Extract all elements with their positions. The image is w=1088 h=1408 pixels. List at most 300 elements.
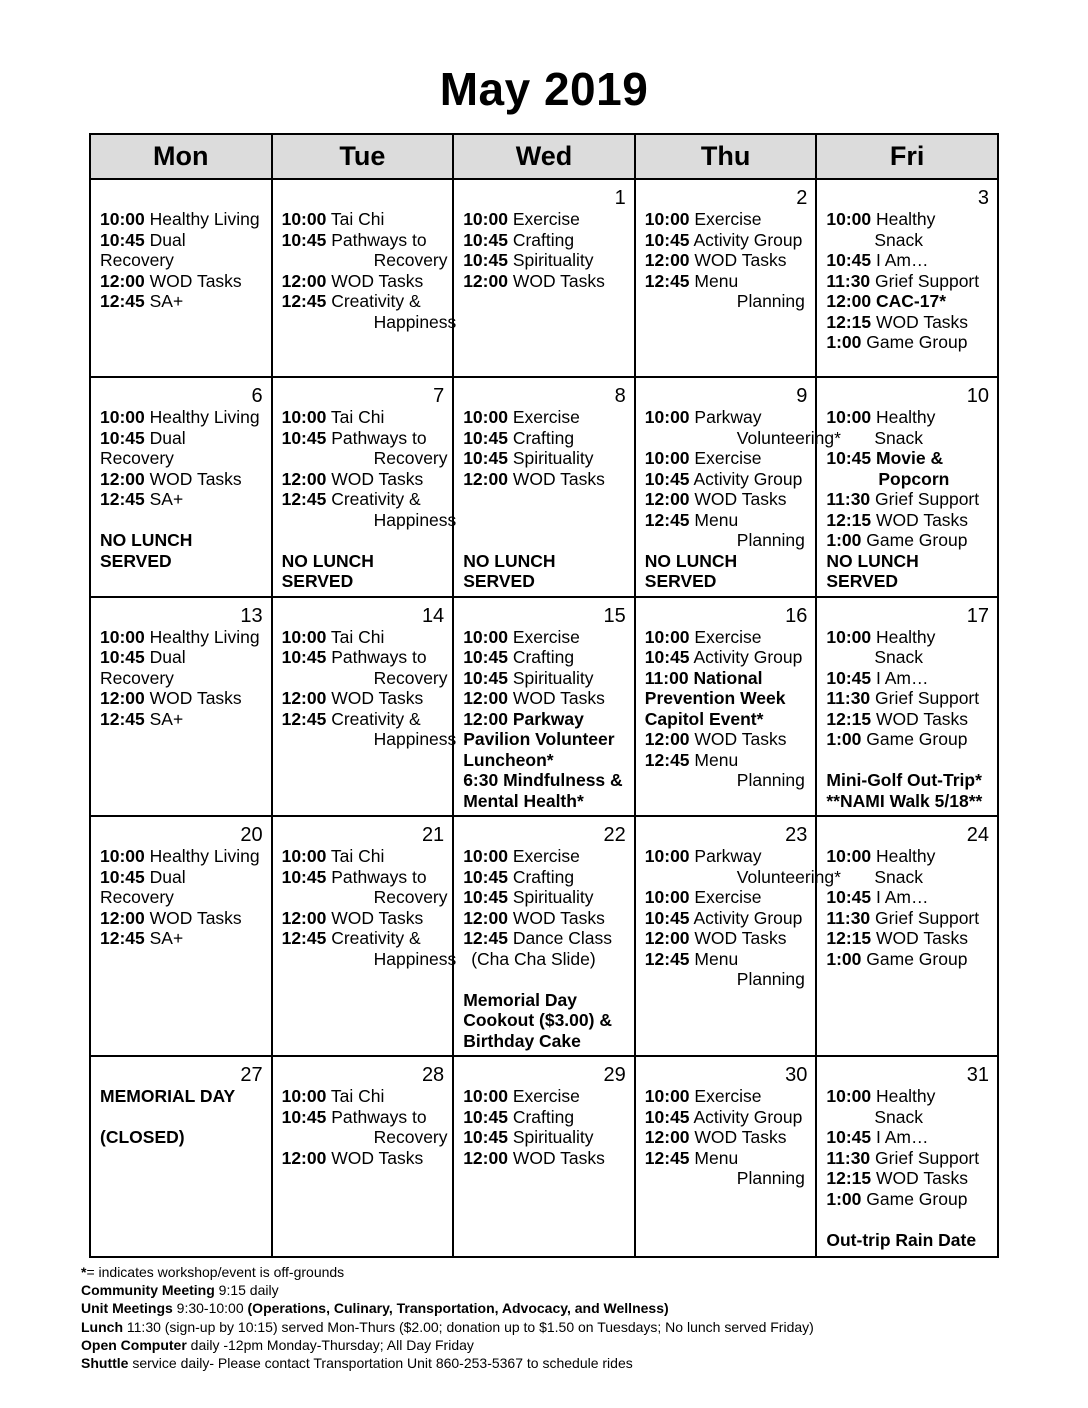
event-line: Pavilion Volunteer <box>463 729 615 749</box>
event-text: WOD Tasks <box>871 311 969 332</box>
event-time: 12:00 <box>281 907 327 928</box>
day-cell <box>816 1056 998 1257</box>
event-text: WOD Tasks <box>326 468 424 489</box>
event-line: NO LUNCH <box>100 530 193 550</box>
event-line: Snack <box>874 229 924 250</box>
event-text: WOD Tasks <box>871 509 969 530</box>
event-text: Game Group <box>861 948 968 969</box>
event-time: 12:45 <box>644 509 690 530</box>
event-line <box>826 312 991 333</box>
event-time: 10:45 <box>463 1106 508 1127</box>
event-line <box>826 1086 991 1107</box>
event-line <box>100 291 265 312</box>
event-line <box>282 271 447 292</box>
event-time: 12:00 <box>463 708 508 729</box>
event-line <box>463 448 628 469</box>
event-time: 11:30 <box>826 907 871 928</box>
event-line: NO LUNCH <box>463 550 556 571</box>
event-line <box>463 230 628 251</box>
event-time: 11:30 <box>826 270 871 291</box>
day-number: 17 <box>966 604 989 627</box>
event-line: Planning <box>736 530 805 550</box>
day-number: 30 <box>785 1064 808 1086</box>
week-row <box>90 377 998 597</box>
event-time: 12:00 <box>644 250 690 270</box>
event-time: 10:00 <box>100 846 145 866</box>
event-text: WOD Tasks <box>507 907 605 928</box>
note-label: Shuttle <box>81 1355 129 1372</box>
event-line <box>826 271 991 292</box>
event-line <box>463 668 628 689</box>
event-time: 10:45 <box>644 1106 690 1127</box>
day-number: 3 <box>977 187 989 209</box>
event-time: 10:00 <box>644 846 690 866</box>
event-time: 12:00 <box>644 928 690 948</box>
event-time: 12:15 <box>826 928 872 948</box>
event-time: 10:45 <box>463 229 508 250</box>
blank-line <box>826 750 991 771</box>
event-time: 12:00 <box>100 270 145 291</box>
note-label: Lunch <box>81 1318 123 1335</box>
event-time: 10:00 <box>826 1086 872 1106</box>
blank-line <box>463 510 628 531</box>
day-number <box>100 187 265 209</box>
event-line: Happiness <box>373 311 457 332</box>
note-line <box>81 1318 814 1336</box>
event-time: 12:15 <box>826 708 872 729</box>
event-line <box>826 1189 991 1210</box>
note-detail: (Operations, Culinary, Transportation, Advocacy, and Wellness) <box>247 1300 669 1317</box>
event-time: 10:45 <box>463 250 508 270</box>
event-line <box>645 1148 810 1169</box>
day-number: 27 <box>240 1064 263 1086</box>
event-time: 12:45 <box>644 1147 690 1168</box>
event-text: WOD Tasks <box>689 729 787 749</box>
event-line: Mini-Golf Out-Trip* <box>826 770 982 790</box>
event-line <box>282 469 447 490</box>
event-line <box>645 846 810 867</box>
event-line <box>463 928 628 949</box>
event-text: Healthy <box>871 1086 936 1106</box>
event-time: 10:00 <box>281 626 327 647</box>
event-text: WOD Tasks <box>689 489 787 509</box>
note-text: 9:15 daily <box>214 1282 279 1299</box>
event-line: Recovery <box>100 887 174 907</box>
event-line <box>100 489 265 510</box>
event-line <box>282 709 447 730</box>
event-line <box>826 1168 991 1189</box>
event-line <box>463 627 628 648</box>
event-line <box>645 1127 810 1148</box>
day-cell <box>453 179 635 377</box>
event-line: SERVED <box>826 571 899 591</box>
event-line <box>282 1148 447 1169</box>
day-cell <box>635 377 841 597</box>
event-line: 6:30 Mindfulness & <box>463 770 623 790</box>
event-time: 12:00 <box>281 688 327 708</box>
event-text: Spirituality <box>507 667 594 688</box>
event-time: 10:00 <box>100 209 145 229</box>
event-line <box>282 928 447 949</box>
event-text: Crafting <box>507 866 575 887</box>
event-line <box>645 1086 810 1107</box>
event-line <box>645 448 810 469</box>
event-text: Healthy <box>871 209 936 229</box>
event-line: SERVED <box>644 571 717 591</box>
event-line <box>826 729 991 750</box>
event-line: NO LUNCH <box>281 550 374 571</box>
day-number: 31 <box>966 1064 989 1086</box>
weekday-header: Mon <box>90 134 272 179</box>
event-text: SA+ <box>144 489 184 509</box>
event-line <box>100 407 265 428</box>
event-time: 12:00 <box>463 688 508 708</box>
day-number: 10 <box>966 385 989 407</box>
event-time: 10:45 <box>644 907 690 928</box>
event-line <box>645 908 810 929</box>
event-line: Popcorn <box>878 468 950 489</box>
day-number: 24 <box>966 824 989 846</box>
event-line <box>463 271 628 292</box>
event-line <box>645 271 810 292</box>
event-time: 12:45 <box>644 749 690 770</box>
event-text: I Am… <box>871 1127 929 1147</box>
event-line <box>826 688 991 709</box>
day-cell <box>816 597 998 817</box>
event-time: 12:00 <box>100 907 145 928</box>
day-cell <box>816 179 998 377</box>
event-time: 10:45 <box>281 229 327 250</box>
event-text: Exercise <box>689 626 762 647</box>
event-line <box>100 867 265 888</box>
event-line <box>100 846 265 867</box>
event-time: 10:45 <box>463 448 508 468</box>
event-text: Exercise <box>507 626 580 647</box>
day-number: 8 <box>614 385 626 407</box>
event-line <box>100 647 265 668</box>
day-cell <box>272 816 457 1056</box>
day-cell <box>90 179 272 377</box>
event-time: 12:00 <box>281 270 327 291</box>
event-text: Exercise <box>689 209 762 229</box>
event-line: Recovery <box>373 250 448 270</box>
event-text: Parkway <box>689 846 762 866</box>
event-time: 10:00 <box>644 209 690 229</box>
event-text: Parkway <box>689 407 762 427</box>
event-text: Menu <box>689 509 739 530</box>
event-text: WOD Tasks <box>326 1147 424 1168</box>
note-line <box>81 1281 814 1299</box>
event-line <box>645 469 810 490</box>
day-cell <box>635 179 817 377</box>
event-text: WOD Tasks <box>326 270 424 291</box>
day-cell <box>90 377 272 597</box>
day-cell <box>90 597 272 817</box>
event-time: 12:45 <box>281 928 327 948</box>
event-text: WOD Tasks <box>507 688 605 708</box>
event-line <box>463 1086 628 1107</box>
event-text: Exercise <box>507 407 580 427</box>
day-number: 29 <box>603 1064 626 1086</box>
event-time: 10:00 <box>463 209 508 229</box>
event-line <box>463 1127 628 1148</box>
event-time: 10:45 <box>644 647 690 667</box>
event-line <box>645 647 810 668</box>
event-text: Healthy <box>871 626 936 647</box>
event-time: 10:45 <box>281 427 327 448</box>
event-text: Activity Group <box>689 907 803 928</box>
day-number: 13 <box>240 604 263 627</box>
event-text: Dance Class <box>507 928 613 948</box>
event-text: WOD Tasks <box>144 688 242 708</box>
event-time: 12:45 <box>100 708 145 729</box>
note-text: 9:30-10:00 <box>172 1300 248 1317</box>
event-time: 10:45 <box>281 866 327 887</box>
event-text: Pathways to <box>326 229 427 250</box>
day-cell <box>453 597 635 817</box>
event-time: 10:00 <box>826 407 872 427</box>
event-time: 10:45 <box>826 448 872 468</box>
event-text: WOD Tasks <box>871 708 969 729</box>
week-row <box>90 1056 998 1257</box>
event-line: (Cha Cha Slide) <box>471 948 596 969</box>
day-cell <box>453 1056 635 1257</box>
event-line <box>645 750 810 771</box>
event-time: 10:45 <box>826 250 872 270</box>
event-text: Tai Chi <box>326 407 385 427</box>
event-line: **NAMI Walk 5/18** <box>826 790 983 811</box>
event-time: 12:15 <box>826 1168 872 1188</box>
event-text: Grief Support <box>870 489 980 509</box>
event-time: 11:30 <box>826 1147 871 1168</box>
event-text: WOD Tasks <box>144 468 242 489</box>
event-text: Tai Chi <box>326 626 385 647</box>
event-time: 12:00 <box>463 270 508 291</box>
event-line: Recovery <box>100 448 174 468</box>
blank-line <box>826 1209 991 1230</box>
day-number: 28 <box>421 1064 445 1086</box>
event-line: Happiness <box>373 948 457 969</box>
event-text: Crafting <box>507 427 575 448</box>
event-text: SA+ <box>144 291 184 311</box>
event-line <box>282 428 447 449</box>
event-line <box>463 469 628 490</box>
event-time: 10:45 <box>100 647 145 667</box>
event-line: Volunteering* <box>736 866 841 887</box>
event-text: SA+ <box>144 708 184 729</box>
event-line: Recovery <box>373 1127 448 1147</box>
note-label: Unit Meetings <box>81 1300 173 1317</box>
event-time: 12:45 <box>463 928 508 948</box>
day-cell <box>635 816 841 1056</box>
day-cell <box>90 1056 272 1257</box>
event-line <box>826 908 991 929</box>
event-line <box>645 949 810 970</box>
event-text: Pathways to <box>326 647 427 667</box>
event-text: WOD Tasks <box>689 1127 787 1147</box>
event-line <box>463 887 628 908</box>
day-number: 14 <box>421 604 445 627</box>
event-line: Snack <box>874 427 924 448</box>
event-time: 12:00 <box>463 907 508 928</box>
event-line <box>826 668 991 689</box>
event-line: MEMORIAL DAY <box>100 1086 236 1106</box>
day-number: 2 <box>796 187 808 209</box>
calendar-notes <box>81 1263 814 1372</box>
event-text: Crafting <box>507 229 575 250</box>
event-line <box>645 230 810 251</box>
event-text: Activity Group <box>689 647 803 667</box>
event-time: 12:45 <box>281 291 327 311</box>
day-number: 15 <box>603 604 626 627</box>
day-cell <box>635 1056 817 1257</box>
event-time: 10:00 <box>463 1086 508 1106</box>
event-time: 10:45 <box>100 866 145 887</box>
event-time: 10:45 <box>100 427 145 448</box>
event-text: Grief Support <box>870 270 980 291</box>
blank-line <box>100 1107 265 1128</box>
event-text: Parkway <box>507 708 584 729</box>
event-line <box>645 407 810 428</box>
event-time: 10:45 <box>644 468 690 489</box>
event-line <box>282 1086 447 1107</box>
event-line <box>463 908 628 929</box>
event-time: 10:00 <box>644 1086 690 1106</box>
event-time: 10:00 <box>463 846 508 866</box>
calendar-grid <box>89 133 999 1258</box>
event-line <box>282 1107 447 1128</box>
event-time: 12:45 <box>644 948 690 969</box>
note-line <box>81 1354 814 1372</box>
event-time: 10:45 <box>463 887 508 907</box>
event-line <box>645 1107 810 1128</box>
event-line <box>826 489 991 510</box>
week-row <box>90 597 998 817</box>
note-label: Open Computer <box>81 1336 187 1353</box>
event-text: WOD Tasks <box>144 907 242 928</box>
note-text: daily -12pm Monday-Thursday; All Day Friday <box>186 1336 474 1353</box>
event-line: Snack <box>874 866 924 887</box>
day-number <box>282 187 447 209</box>
event-line <box>463 209 628 230</box>
day-number: 7 <box>433 385 445 407</box>
event-text: Spirituality <box>507 250 594 270</box>
event-text: WOD Tasks <box>871 1168 969 1188</box>
event-line <box>645 250 810 271</box>
event-text: Dual <box>144 229 186 250</box>
event-time: 10:00 <box>281 846 327 866</box>
event-time: 10:00 <box>644 626 690 647</box>
event-time: 12:15 <box>826 311 872 332</box>
event-text: Spirituality <box>507 448 594 468</box>
weekday-header-row <box>90 134 998 179</box>
day-number: 16 <box>785 604 808 627</box>
event-text: Pathways to <box>326 866 427 887</box>
event-text: I Am… <box>871 667 929 688</box>
event-text: Tai Chi <box>326 1086 385 1106</box>
event-text: Game Group <box>861 530 968 550</box>
weekday-header: Thu <box>635 134 817 179</box>
event-time: 10:45 <box>281 647 327 667</box>
event-line <box>645 627 810 648</box>
event-time: 10:00 <box>463 407 508 427</box>
event-line: Recovery <box>100 667 174 688</box>
event-line: NO LUNCH <box>644 550 738 571</box>
event-line <box>282 291 447 312</box>
event-time: 1:00 <box>826 530 862 550</box>
event-line <box>645 668 810 689</box>
event-line <box>826 407 991 428</box>
event-line <box>282 209 447 230</box>
note-text: service daily- Please contact Transportation Unit 860-253-5367 to schedule rides <box>128 1355 633 1372</box>
event-line <box>282 908 447 929</box>
event-text: Game Group <box>861 1188 968 1209</box>
event-line <box>463 647 628 668</box>
event-time: 11:30 <box>826 489 871 509</box>
event-text: Dual <box>144 427 186 448</box>
event-text: Activity Group <box>689 1106 803 1127</box>
event-line <box>826 627 991 648</box>
event-line: Happiness <box>373 509 457 530</box>
event-time: 10:45 <box>463 647 508 667</box>
day-cell <box>272 1056 454 1257</box>
event-line <box>463 709 628 730</box>
event-line <box>463 688 628 709</box>
blank-line <box>463 530 628 551</box>
event-line <box>100 230 265 251</box>
event-text: Exercise <box>689 448 762 468</box>
event-text: Healthy Living <box>144 209 260 229</box>
event-text: Grief Support <box>870 907 980 928</box>
week-row <box>90 816 998 1056</box>
event-text: WOD Tasks <box>144 270 242 291</box>
event-line: Recovery <box>100 250 174 270</box>
event-text: Game Group <box>861 729 968 749</box>
note-label: * <box>81 1264 87 1280</box>
event-text: Healthy Living <box>144 407 260 427</box>
event-time: 10:00 <box>463 626 508 647</box>
event-text: National <box>688 667 763 688</box>
event-line <box>826 448 991 469</box>
event-line <box>282 230 447 251</box>
day-cell <box>816 816 998 1056</box>
event-text: Creativity & <box>326 708 421 729</box>
event-time: 11:30 <box>826 688 871 708</box>
event-time: 10:00 <box>281 1086 327 1106</box>
event-line <box>826 928 991 949</box>
event-time: 10:00 <box>100 626 145 647</box>
event-time: 12:45 <box>281 708 327 729</box>
note-text: 11:30 (sign-up by 10:15) served Mon-Thurs ($2.00; donation up to $1.50 on Tuesdays; No lunch served Friday) <box>123 1318 814 1335</box>
event-time: 10:45 <box>463 866 508 887</box>
calendar-title: May 2019 <box>439 63 649 115</box>
event-text: Creativity & <box>326 291 421 311</box>
event-line <box>645 510 810 531</box>
event-line <box>282 867 447 888</box>
event-text: Game Group <box>861 332 968 352</box>
event-line: Luncheon* <box>463 749 554 770</box>
event-line <box>282 688 447 709</box>
note-line <box>81 1299 814 1317</box>
note-line <box>81 1336 814 1354</box>
event-line <box>100 688 265 709</box>
event-text: Crafting <box>507 1106 575 1127</box>
event-line <box>826 1127 991 1148</box>
event-line <box>463 407 628 428</box>
day-number: 9 <box>796 385 808 407</box>
weekday-header: Fri <box>816 134 998 179</box>
event-text: Exercise <box>689 887 762 907</box>
